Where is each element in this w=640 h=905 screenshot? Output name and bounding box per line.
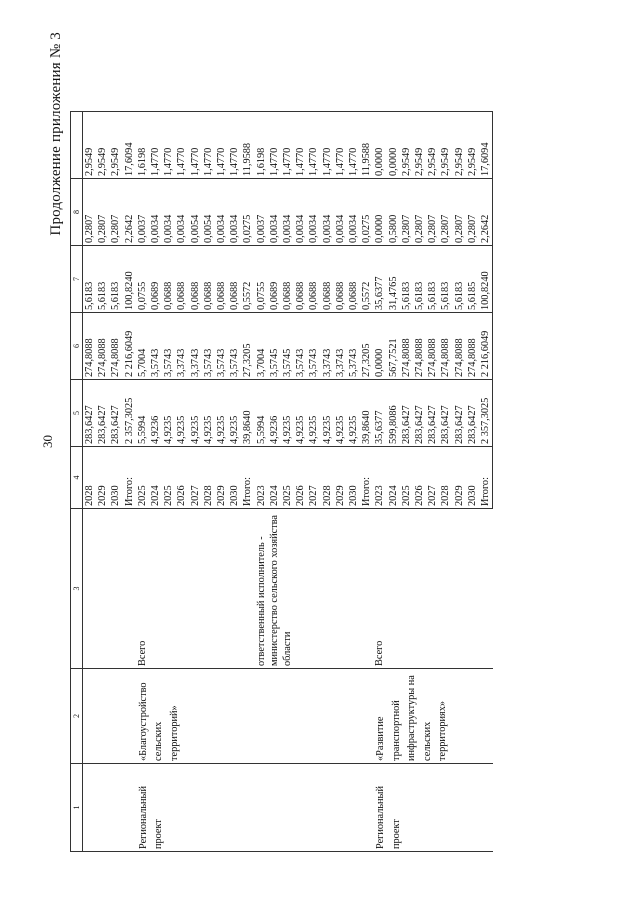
value-cell: 274,8088 [96, 313, 109, 380]
name-cell [83, 669, 97, 764]
column-header: 1 [71, 764, 83, 852]
value-cell: 0,0034 [347, 179, 360, 246]
value-cell: 0,0034 [281, 179, 294, 246]
value-cell: 1,4770 [162, 112, 175, 179]
table-body [83, 112, 493, 852]
value-cell: 0,0034 [307, 179, 320, 246]
year-cell: 2024 [268, 447, 281, 509]
value-cell: 5,6183 [109, 246, 122, 313]
value-cell: 0,0054 [189, 179, 202, 246]
year-cell: 2026 [175, 447, 188, 509]
value-cell: 0,0688 [175, 246, 188, 313]
value-cell: 283,6427 [83, 380, 97, 447]
value-cell: 3,3743 [175, 313, 188, 380]
value-cell: 4,9235 [307, 380, 320, 447]
value-cell: 2,9549 [466, 112, 479, 179]
value-cell: 1,4770 [228, 112, 241, 179]
value-cell: 0,0000 [373, 179, 386, 246]
value-cell: 5,6183 [426, 246, 439, 313]
year-cell: 2028 [321, 447, 334, 509]
value-cell: 274,8088 [83, 313, 97, 380]
value-cell: 2,2642 [123, 179, 136, 246]
value-cell: 3,3743 [189, 313, 202, 380]
year-cell: 2029 [96, 447, 109, 509]
year-cell: 2029 [453, 447, 466, 509]
value-cell: 3,7004 [255, 313, 268, 380]
year-cell: 2028 [439, 447, 452, 509]
value-cell: 0,0688 [307, 246, 320, 313]
table-row [109, 112, 122, 852]
value-cell: 3,5743 [202, 313, 215, 380]
value-cell: 0,0688 [334, 246, 347, 313]
table-row [123, 112, 136, 852]
value-cell: 1,4770 [149, 112, 162, 179]
value-cell: 0,2807 [413, 179, 426, 246]
value-cell: 2,9549 [96, 112, 109, 179]
value-cell: 0,0688 [162, 246, 175, 313]
value-cell: 0,0000 [373, 112, 386, 179]
year-cell: 2028 [202, 447, 215, 509]
value-cell: 0,0034 [149, 179, 162, 246]
value-cell: 3,5743 [294, 313, 307, 380]
project-name-cell: «Благоустройство сельских территорий» [136, 669, 374, 764]
year-cell: 2025 [281, 447, 294, 509]
column-header: 6 [71, 313, 83, 380]
year-cell: Итого: [479, 447, 493, 509]
value-cell: 4,9236 [149, 380, 162, 447]
year-cell: 2030 [109, 447, 122, 509]
value-cell: 1,6198 [136, 112, 149, 179]
value-cell: 11,9588 [241, 112, 254, 179]
page-number: 30 [40, 435, 55, 448]
value-cell: 0,0034 [215, 179, 228, 246]
value-cell: 2 216,6049 [123, 313, 136, 380]
year-cell: Итого: [360, 447, 373, 509]
value-cell: 0,2807 [400, 179, 413, 246]
value-cell: 4,9235 [175, 380, 188, 447]
value-cell: 0,2807 [453, 179, 466, 246]
type-cell [96, 764, 109, 852]
value-cell: 0,0054 [202, 179, 215, 246]
source-executor-cell: ответственный исполнитель - министерство сельского хозяйства области [255, 509, 374, 669]
year-cell: 2027 [426, 447, 439, 509]
column-header: 2 [71, 669, 83, 764]
value-cell: 39,8640 [360, 380, 373, 447]
value-cell: 4,9235 [228, 380, 241, 447]
value-cell: 274,8088 [439, 313, 452, 380]
value-cell: 35,6377 [373, 380, 386, 447]
value-cell: 0,0688 [321, 246, 334, 313]
value-cell: 274,8088 [413, 313, 426, 380]
type-cell [83, 764, 97, 852]
value-cell: 11,9588 [360, 112, 373, 179]
value-cell: 3,5743 [149, 313, 162, 380]
value-cell: 283,6427 [109, 380, 122, 447]
year-cell: 2030 [466, 447, 479, 509]
year-cell: 2029 [334, 447, 347, 509]
value-cell: 3,5745 [281, 313, 294, 380]
value-cell: 0,2807 [109, 179, 122, 246]
table-row [96, 112, 109, 852]
value-cell: 17,6094 [479, 112, 493, 179]
column-header: 5 [71, 380, 83, 447]
value-cell: 0,2807 [426, 179, 439, 246]
value-cell: 0,0034 [228, 179, 241, 246]
value-cell: 5,5994 [136, 380, 149, 447]
value-cell: 3,3743 [321, 313, 334, 380]
value-cell: 2,9549 [453, 112, 466, 179]
value-cell: 1,4770 [347, 112, 360, 179]
source-total-cell: Всего [136, 509, 255, 669]
value-cell: 27,3205 [360, 313, 373, 380]
value-cell: 0,5572 [241, 246, 254, 313]
year-cell: 2023 [255, 447, 268, 509]
value-cell: 0,0688 [215, 246, 228, 313]
value-cell: 2 357,3025 [479, 380, 493, 447]
year-cell: Итого: [241, 447, 254, 509]
value-cell: 2,9549 [426, 112, 439, 179]
appendix-caption: Продолжение приложения № 3 [48, 32, 64, 236]
value-cell: 0,0688 [202, 246, 215, 313]
column-header [71, 112, 83, 179]
value-cell: 4,9235 [334, 380, 347, 447]
value-cell: 5,7004 [136, 313, 149, 380]
value-cell: 283,6427 [466, 380, 479, 447]
value-cell: 100,8240 [479, 246, 493, 313]
value-cell: 4,9236 [268, 380, 281, 447]
value-cell: 17,6094 [123, 112, 136, 179]
year-cell: 2025 [400, 447, 413, 509]
rotated-page-content [48, 32, 608, 852]
column-header: 3 [71, 509, 83, 669]
value-cell: 3,3743 [334, 313, 347, 380]
year-cell: 2027 [189, 447, 202, 509]
value-cell: 5,5994 [255, 380, 268, 447]
value-cell: 2,9549 [83, 112, 97, 179]
source-cell [96, 509, 109, 669]
value-cell: 100,8240 [123, 246, 136, 313]
value-cell: 0,0000 [373, 313, 386, 380]
name-cell [109, 669, 122, 764]
value-cell: 4,9235 [202, 380, 215, 447]
column-header: 8 [71, 179, 83, 246]
value-cell: 0,0037 [255, 179, 268, 246]
column-header: 7 [71, 246, 83, 313]
value-cell: 0,0034 [175, 179, 188, 246]
value-cell: 3,5743 [215, 313, 228, 380]
name-cell [123, 669, 136, 764]
value-cell: 0,2807 [96, 179, 109, 246]
budget-table [70, 111, 493, 852]
name-cell [96, 669, 109, 764]
value-cell: 2 357,3025 [123, 380, 136, 447]
value-cell: 5,6185 [466, 246, 479, 313]
value-cell: 5,3743 [347, 313, 360, 380]
column-header: 4 [71, 447, 83, 509]
value-cell: 3,5743 [307, 313, 320, 380]
value-cell: 3,5745 [268, 313, 281, 380]
value-cell: 274,8088 [400, 313, 413, 380]
value-cell: 4,9235 [162, 380, 175, 447]
value-cell: 5,6183 [400, 246, 413, 313]
value-cell: 27,3205 [241, 313, 254, 380]
year-cell: 2026 [413, 447, 426, 509]
value-cell: 2,9549 [400, 112, 413, 179]
value-cell: 31,4765 [387, 246, 400, 313]
year-cell: Итого: [123, 447, 136, 509]
value-cell: 1,4770 [175, 112, 188, 179]
value-cell: 5,6183 [96, 246, 109, 313]
year-cell: 2024 [387, 447, 400, 509]
value-cell: 2,9549 [439, 112, 452, 179]
value-cell: 3,5743 [228, 313, 241, 380]
column-number-row [71, 112, 83, 852]
value-cell: 0,0755 [255, 246, 268, 313]
value-cell: 274,8088 [109, 313, 122, 380]
value-cell: 1,4770 [281, 112, 294, 179]
value-cell: 5,6183 [83, 246, 97, 313]
value-cell: 274,8088 [466, 313, 479, 380]
value-cell: 0,0034 [321, 179, 334, 246]
value-cell: 599,8086 [387, 380, 400, 447]
value-cell: 4,9235 [294, 380, 307, 447]
source-cell [83, 509, 97, 669]
value-cell: 0,0034 [294, 179, 307, 246]
year-cell: 2024 [149, 447, 162, 509]
year-cell: 2026 [294, 447, 307, 509]
value-cell: 5,6183 [413, 246, 426, 313]
value-cell: 39,8640 [241, 380, 254, 447]
value-cell: 283,6427 [413, 380, 426, 447]
year-cell: 2030 [228, 447, 241, 509]
value-cell: 0,5800 [387, 179, 400, 246]
year-cell: 2030 [347, 447, 360, 509]
value-cell: 1,4770 [268, 112, 281, 179]
value-cell: 0,5572 [360, 246, 373, 313]
value-cell: 2 216,6049 [479, 313, 493, 380]
table-row [136, 112, 149, 852]
value-cell: 2,9549 [413, 112, 426, 179]
value-cell: 2,9549 [109, 112, 122, 179]
value-cell: 567,7521 [387, 313, 400, 380]
value-cell: 0,2807 [439, 179, 452, 246]
value-cell: 3,5743 [162, 313, 175, 380]
value-cell: 274,8088 [453, 313, 466, 380]
value-cell: 0,0034 [268, 179, 281, 246]
type-cell [123, 764, 136, 852]
value-cell: 0,0275 [241, 179, 254, 246]
value-cell: 1,4770 [321, 112, 334, 179]
source-cell [109, 509, 122, 669]
value-cell: 0,0688 [228, 246, 241, 313]
year-cell: 2029 [215, 447, 228, 509]
value-cell: 0,0000 [387, 112, 400, 179]
value-cell: 1,4770 [189, 112, 202, 179]
value-cell: 5,6183 [453, 246, 466, 313]
value-cell: 2,2642 [479, 179, 493, 246]
value-cell: 1,4770 [215, 112, 228, 179]
value-cell: 0,0755 [136, 246, 149, 313]
year-cell: 2025 [136, 447, 149, 509]
value-cell: 0,0689 [149, 246, 162, 313]
year-cell: 2025 [162, 447, 175, 509]
source-total-cell: Всего [373, 509, 492, 669]
table-row [83, 112, 97, 852]
value-cell: 0,0275 [360, 179, 373, 246]
project-type-cell: Региональный проект [373, 764, 492, 852]
value-cell: 4,9235 [281, 380, 294, 447]
value-cell: 5,6183 [439, 246, 452, 313]
value-cell: 1,6198 [255, 112, 268, 179]
value-cell: 1,4770 [294, 112, 307, 179]
project-name-cell: «Развитие транспортной инфраструктуры на сельских территориях» [373, 669, 492, 764]
value-cell: 4,9235 [321, 380, 334, 447]
value-cell: 283,6427 [453, 380, 466, 447]
value-cell: 4,9235 [215, 380, 228, 447]
year-cell: 2028 [83, 447, 97, 509]
value-cell: 0,2807 [83, 179, 97, 246]
value-cell: 274,8088 [426, 313, 439, 380]
value-cell: 0,2807 [466, 179, 479, 246]
year-cell: 2023 [373, 447, 386, 509]
value-cell: 0,0034 [162, 179, 175, 246]
value-cell: 283,6427 [439, 380, 452, 447]
value-cell: 4,9235 [189, 380, 202, 447]
value-cell: 0,0688 [281, 246, 294, 313]
value-cell: 283,6427 [96, 380, 109, 447]
type-cell [109, 764, 122, 852]
value-cell: 4,9235 [347, 380, 360, 447]
value-cell: 0,0688 [294, 246, 307, 313]
year-cell: 2027 [307, 447, 320, 509]
value-cell: 283,6427 [426, 380, 439, 447]
table-row [373, 112, 386, 852]
value-cell: 35,6377 [373, 246, 386, 313]
value-cell: 283,6427 [400, 380, 413, 447]
value-cell: 0,0034 [334, 179, 347, 246]
value-cell: 0,0689 [268, 246, 281, 313]
project-type-cell: Региональный проект [136, 764, 374, 852]
value-cell: 1,4770 [202, 112, 215, 179]
value-cell: 0,0688 [347, 246, 360, 313]
value-cell: 1,4770 [334, 112, 347, 179]
value-cell: 1,4770 [307, 112, 320, 179]
source-cell [123, 509, 136, 669]
value-cell: 0,0037 [136, 179, 149, 246]
value-cell: 0,0688 [189, 246, 202, 313]
